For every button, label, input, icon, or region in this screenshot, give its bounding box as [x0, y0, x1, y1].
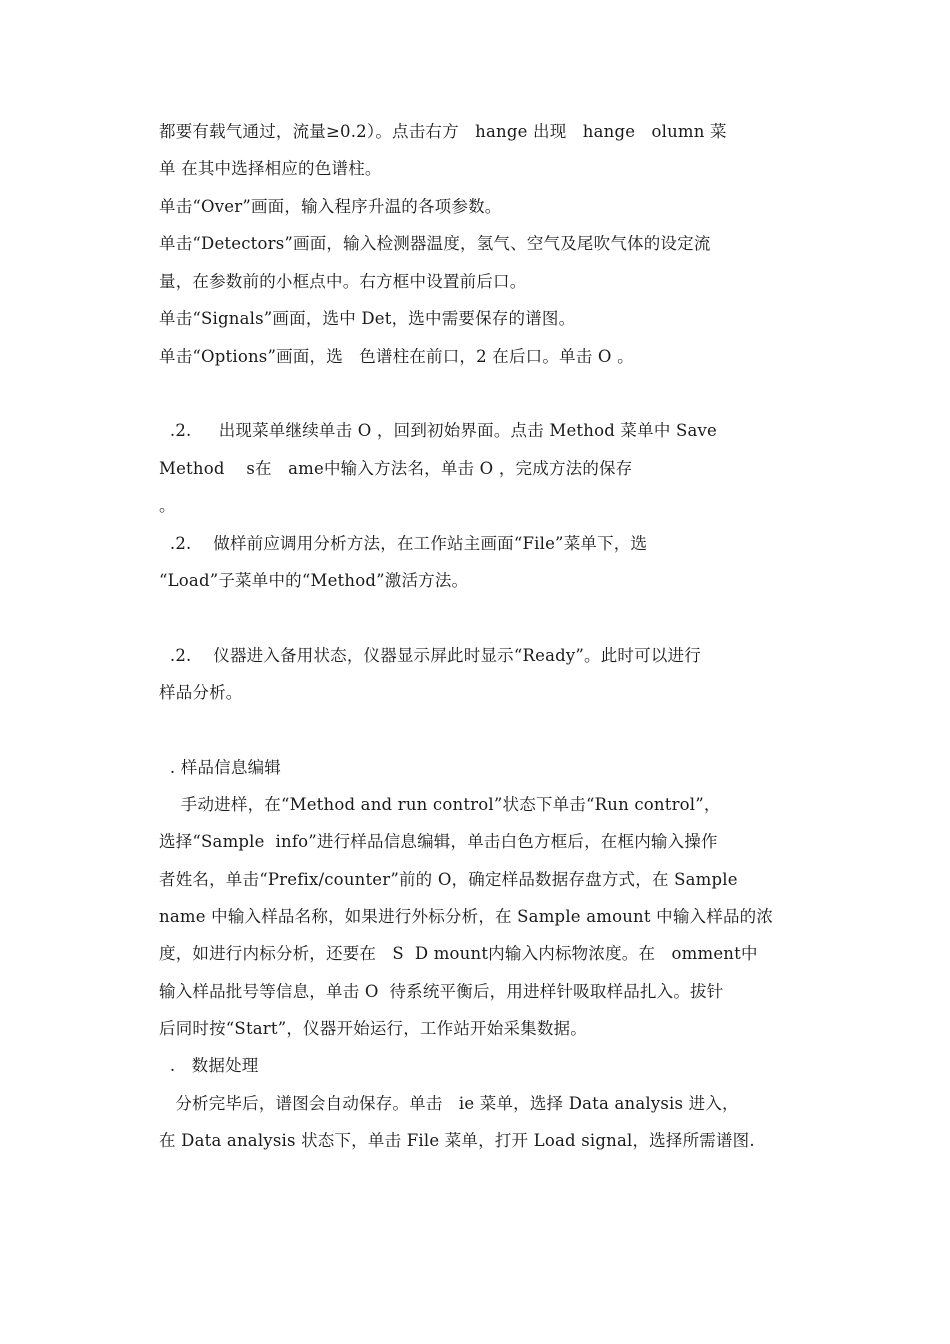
text-line: .2. 出现菜单继续单击 O ，回到初始界面。点击 Method 菜单中 Save [159, 421, 717, 440]
text-line: 后同时按“Start”，仪器开始运行，工作站开始采集数据。 [159, 1019, 587, 1038]
text-line: .2. 做样前应调用分析方法，在工作站主画面“File”菜单下，选 [159, 534, 648, 553]
text-line: 选择“Sample info”进行样品信息编辑，单击白色方框后，在框内输入操作 [159, 832, 718, 851]
text-line: 单 在其中选择相应的色谱柱。 [159, 159, 382, 178]
text-line: 单击“Signals”画面，选中 Det，选中需要保存的谱图。 [159, 309, 576, 328]
section-heading: . 样品信息编辑 [159, 758, 281, 777]
text-line: 输入样品批号等信息，单击 O 待系统平衡后，用进样针吸取样品扎入。拔针 [159, 982, 724, 1001]
text-line: 单击“Over”画面，输入程序升温的各项参数。 [159, 197, 502, 216]
text-line: .2. 仪器进入备用状态，仪器显示屏此时显示“Ready”。此时可以进行 [159, 646, 701, 665]
text-line: 手动进样，在“Method and run control”状态下单击“Run control”， [159, 795, 721, 814]
text-line: 样品分析。 [159, 683, 243, 702]
text-line: 在 Data analysis 状态下，单击 File 菜单，打开 Load signal，选择所需谱图. [159, 1131, 755, 1150]
text-line: 者姓名，单击“Prefix/counter”前的 O，确定样品数据存盘方式，在 Sample [159, 870, 738, 889]
text-line: 单击“Detectors”画面，输入检测器温度，氢气、空气及尾吹气体的设定流 [159, 234, 711, 253]
text-line: 单击“Options”画面，选 色谱柱在前口，2 在后口。单击 O 。 [159, 347, 634, 366]
text-line: 量，在参数前的小框点中。右方框中设置前后口。 [159, 272, 527, 291]
text-line: 分析完毕后，谱图会自动保存。单击 ie 菜单，选择 Data analysis 进入， [159, 1094, 739, 1113]
text-line: Method s在 ame中输入方法名，单击 O ，完成方法的保存 [159, 459, 633, 478]
text-line: “Load”子菜单中的“Method”激活方法。 [159, 571, 469, 590]
text-line: 都要有载气通过，流量≥0.2）。点击右方 hange 出现 hange olumn 菜 [159, 122, 727, 141]
text-line: 。 [159, 496, 176, 515]
section-heading: . 数据处理 [159, 1056, 259, 1075]
text-line: name 中输入样品名称，如果进行外标分析，在 Sample amount 中输入样品的浓 [159, 907, 774, 926]
text-line: 度，如进行内标分析，还要在 S D mount内输入内标物浓度。在 omment中 [159, 944, 758, 963]
